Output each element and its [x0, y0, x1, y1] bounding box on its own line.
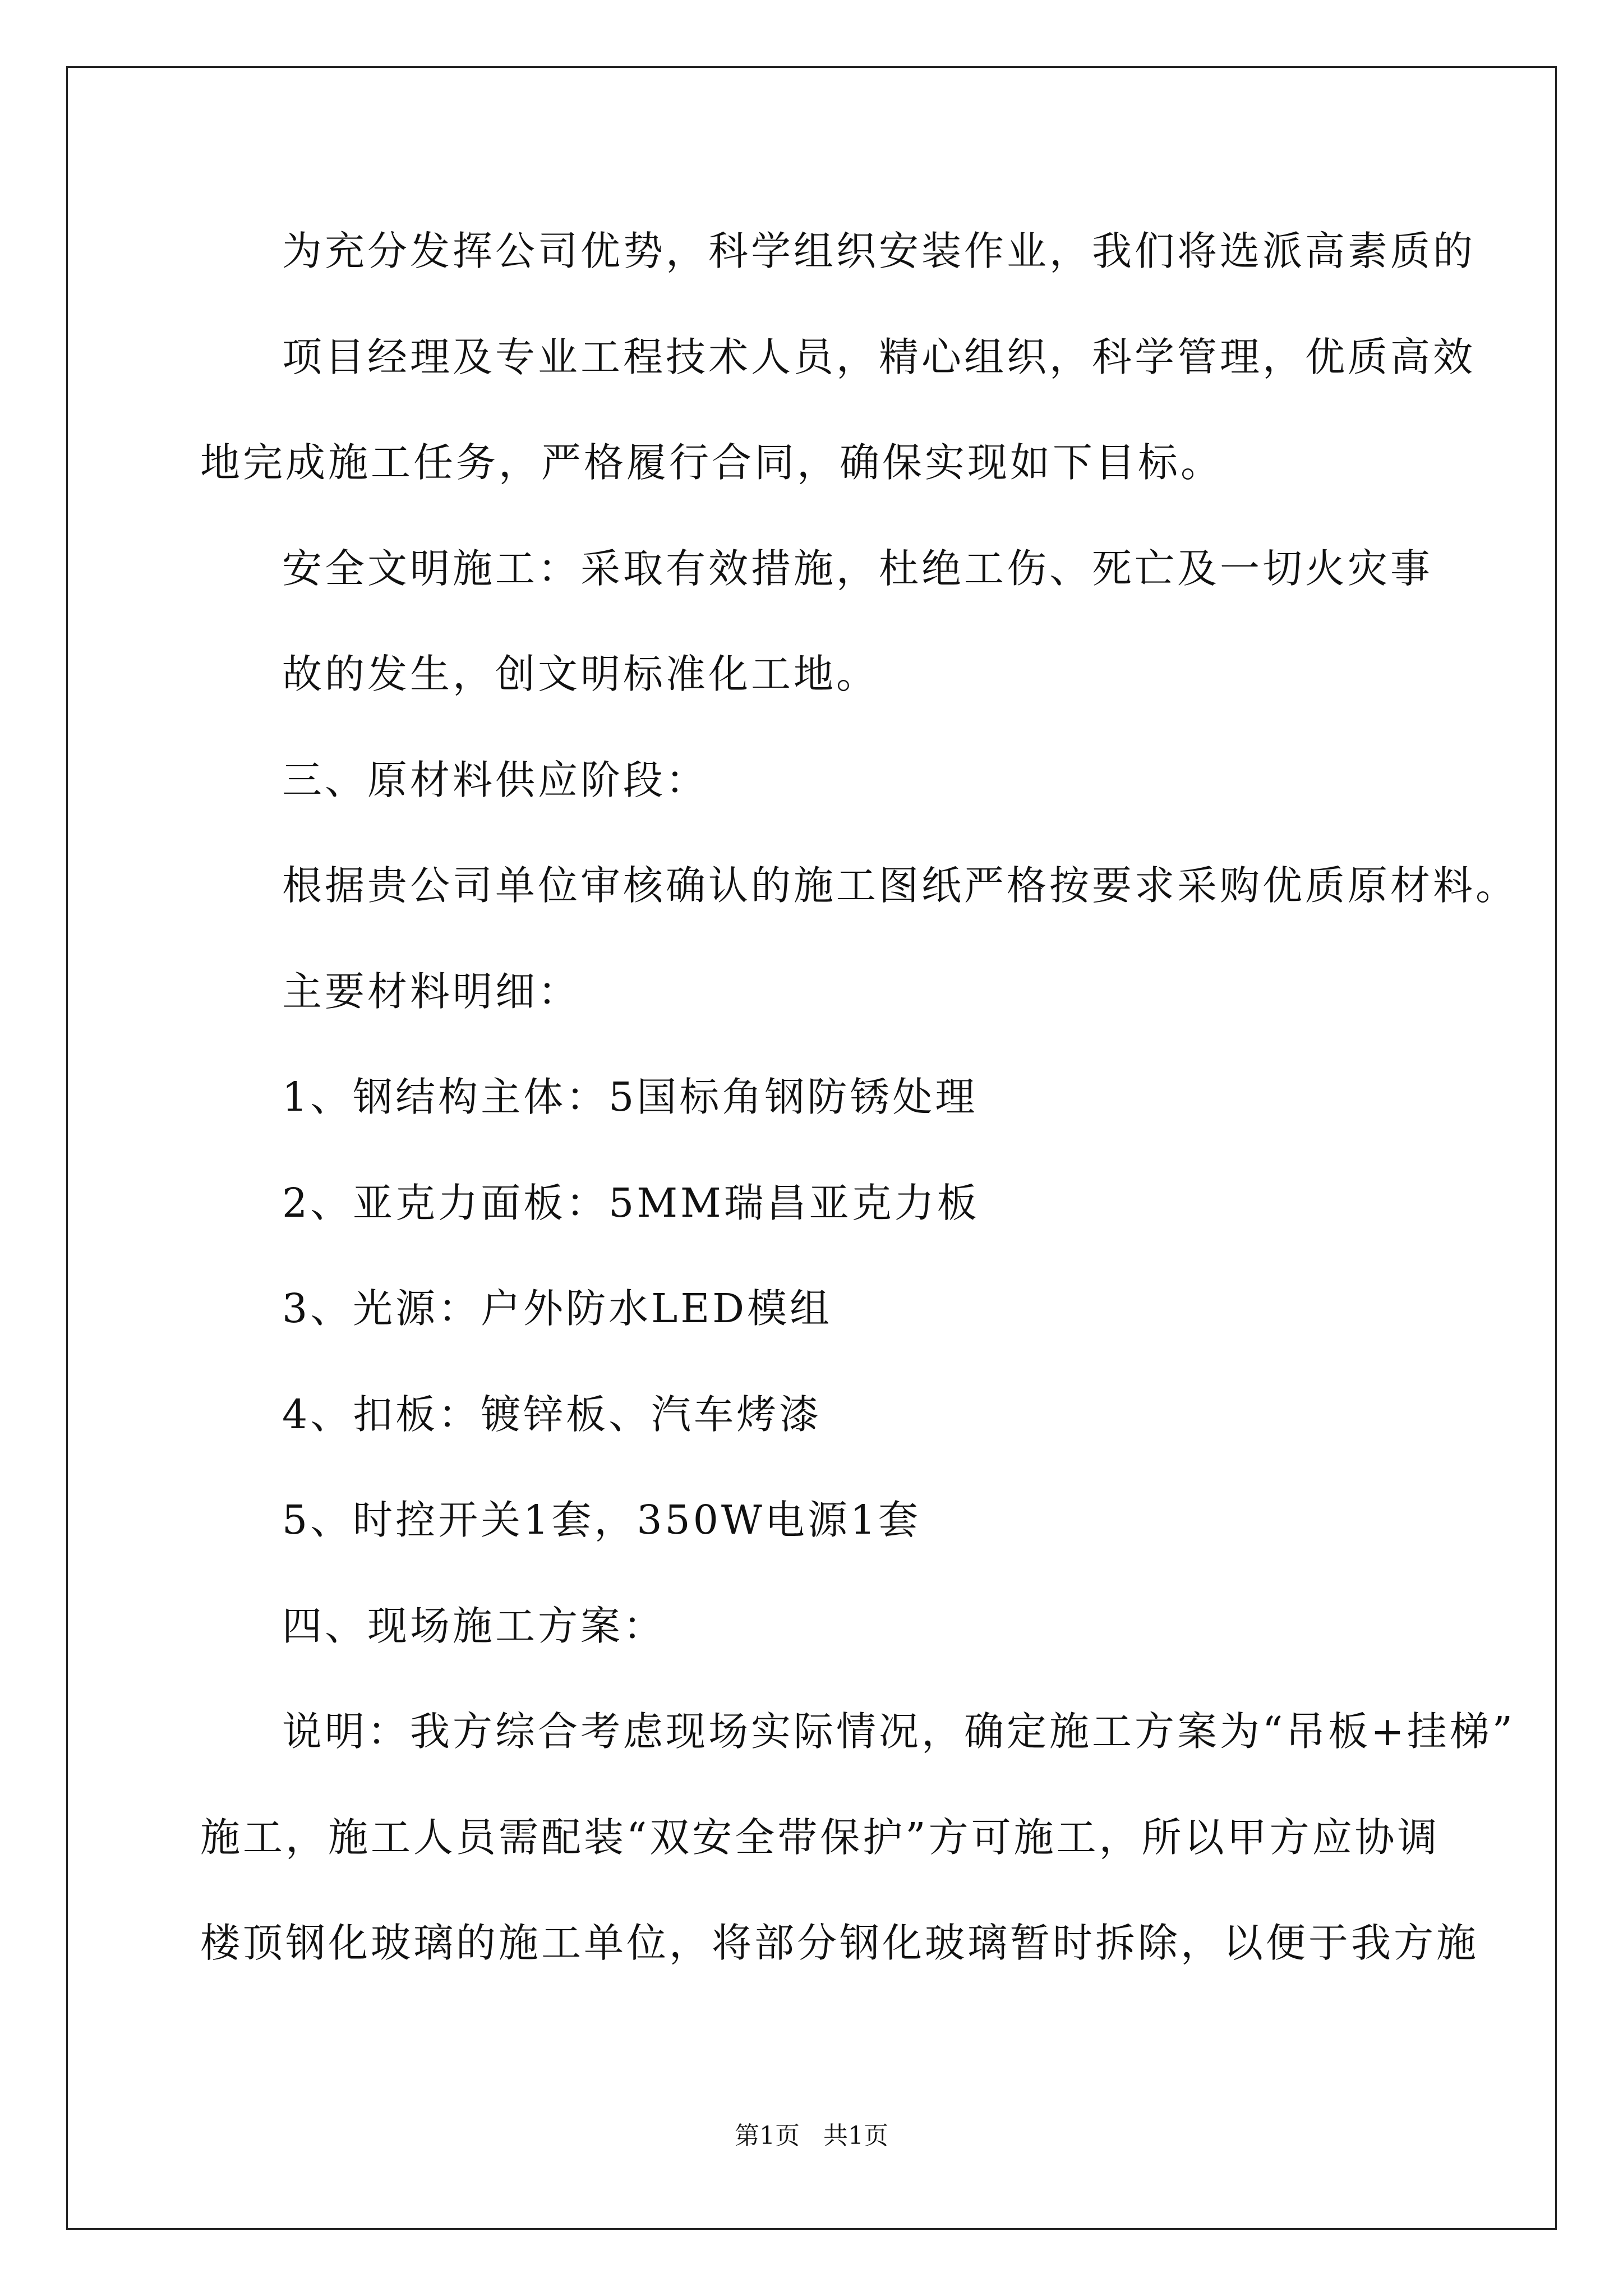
paragraph-line: 说明：我方综合考虑现场实际情况，确定施工方案为“吊板+挂梯” [282, 1708, 1516, 1755]
paragraph-line: 根据贵公司单位审核确认的施工图纸严格按要求采购优质原材料。 [282, 862, 1519, 909]
list-item: 1、钢结构主体：5国标角钢防锈处理 [282, 1074, 978, 1120]
list-item: 4、扣板：镀锌板、汽车烤漆 [282, 1391, 822, 1438]
paragraph-line: 为充分发挥公司优势，科学组织安装作业，我们将选派高素质的 [282, 228, 1476, 274]
list-item: 3、光源：户外防水LED模组 [282, 1285, 833, 1332]
paragraph-line: 安全文明施工：采取有效措施，杜绝工伤、死亡及一切火灾事 [282, 545, 1433, 592]
section-heading: 四、现场施工方案： [282, 1603, 666, 1649]
paragraph-line: 项目经理及专业工程技术人员，精心组织，科学管理，优质高效 [282, 334, 1476, 380]
paragraph-line: 地完成施工任务，严格履行合同，确保实现如下目标。 [200, 439, 1224, 486]
paragraph-line: 故的发生，创文明标准化工地。 [282, 651, 879, 697]
section-heading: 三、原材料供应阶段： [282, 757, 709, 803]
list-item: 5、时控开关1套，350W电源1套 [282, 1497, 921, 1543]
list-item: 2、亚克力面板：5MM瑞昌亚克力板 [282, 1180, 980, 1226]
paragraph-line: 施工，施工人员需配装“双安全带保护”方可施工，所以甲方应协调 [200, 1814, 1440, 1861]
paragraph-line: 主要材料明细： [282, 968, 581, 1015]
paragraph-line: 楼顶钢化玻璃的施工单位，将部分钢化玻璃暂时拆除，以便于我方施 [200, 1920, 1479, 1966]
page-footer: 第1页 共1页 [735, 2122, 888, 2150]
